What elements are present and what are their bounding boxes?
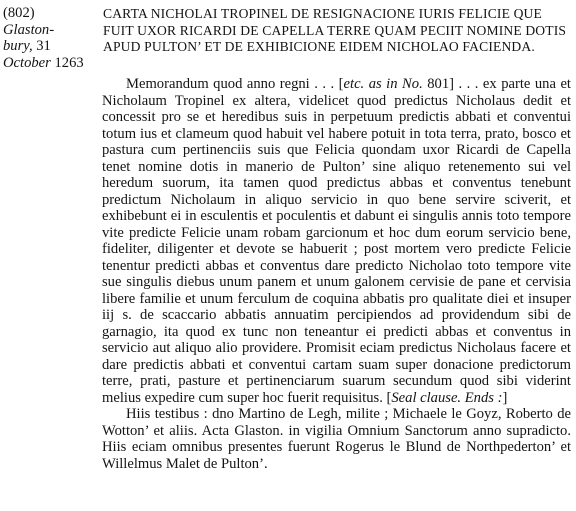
cross-reference: etc. as in No. (343, 76, 423, 92)
paragraph-witnesses: Hiis testibus : dno Martino de Legh, milite ; Michaele le Goyz, Roberto de Wotton’ et aliis. Acta Glaston. in vigilia Omnium Sanctorum anno supradicto. Hiis eciam omnibus presentes fuerunt Rogerus le Blund de Northpederton’ et Willelmus Malet de Pulton’. (102, 406, 571, 472)
month: October (3, 54, 51, 71)
bracket-close: ] (502, 389, 508, 406)
cross-reference-number: 801 (422, 76, 450, 92)
charter-number: (802) (3, 5, 35, 21)
memorandum-start: Memorandum quod anno regni . . . [ (126, 76, 344, 92)
place-name-cont: bury, (3, 38, 33, 54)
charter-heading: CARTA NICHOLAI TROPINEL DE RESIGNACIONE IURIS FELICIE QUE FUIT UXOR RICARDI DE CAPELLA TERRE QUAM PECIIT NOMINE DOTIS APUD PULTON’ ET DE EXHIBICIONE EIDEM NICHOLAO FACIENDA. (103, 6, 567, 54)
day: 31 (36, 38, 51, 54)
seal-clause-note: Seal clause. Ends : (391, 389, 503, 406)
place-name: Glaston- (3, 21, 55, 38)
paragraph-memorandum (102, 76, 571, 406)
memorandum-text: ] . . . ex parte una et Nicholaum Tropinel ex altera, videlicet quod predictus Nicholaus dedit et concessit pro se et heredibus suis in perpetuum predictis abbati et conventui totum ius et clameum quod habuit vel habere potuit in tota terra, prato, bosco et pastura cum pertinenciis suis que Felicia quondam uxor Ricardi de Capella tenet nomine dotis in manerio de Pulton’ sine aliquo retenemento sui vel heredum suorum, ita tamen quod predictus abbas et conventus tenebunt predictum Nicholaum in aliquo servicio in quo bene servire sciverit, et exhibebunt ei in esculentis et poculentis et dabunt ei singulis annis toto tempore vite predicte Felicie unam robam garcionum et hoc dum eorum servicio bene, fideliter, diligenter et devote se habuerit ; post mortem vero predicte Felicie tenentur predicti abbas et conventus dare predicto Nicholao toto tempore vite sue singulis diebus unum panem et unum galonem cervisie de pane et cervisia libere familie et unum ferculum de coquina abbatis pro qualitate diei et insuper iij s. de scaccario abbatis annuatim percipiendos ad providendum sibi de garnagio, ita quod ex tunc non teneantur ei predicti abbas et conventus in servicio aut aliquo alio providere. Promisit eciam predictus Nicholaus facere et dare predictis abbati et conventui cartam suam super donacione predictorum terre, prati, pasture et pertinenciarum suarum secundum quod sibi viderint melius expedire cum super hoc fuerit requisitus. [ (102, 76, 571, 406)
margin-note-date (3, 5, 87, 71)
charter-body (102, 76, 571, 472)
year: 1263 (54, 54, 84, 71)
